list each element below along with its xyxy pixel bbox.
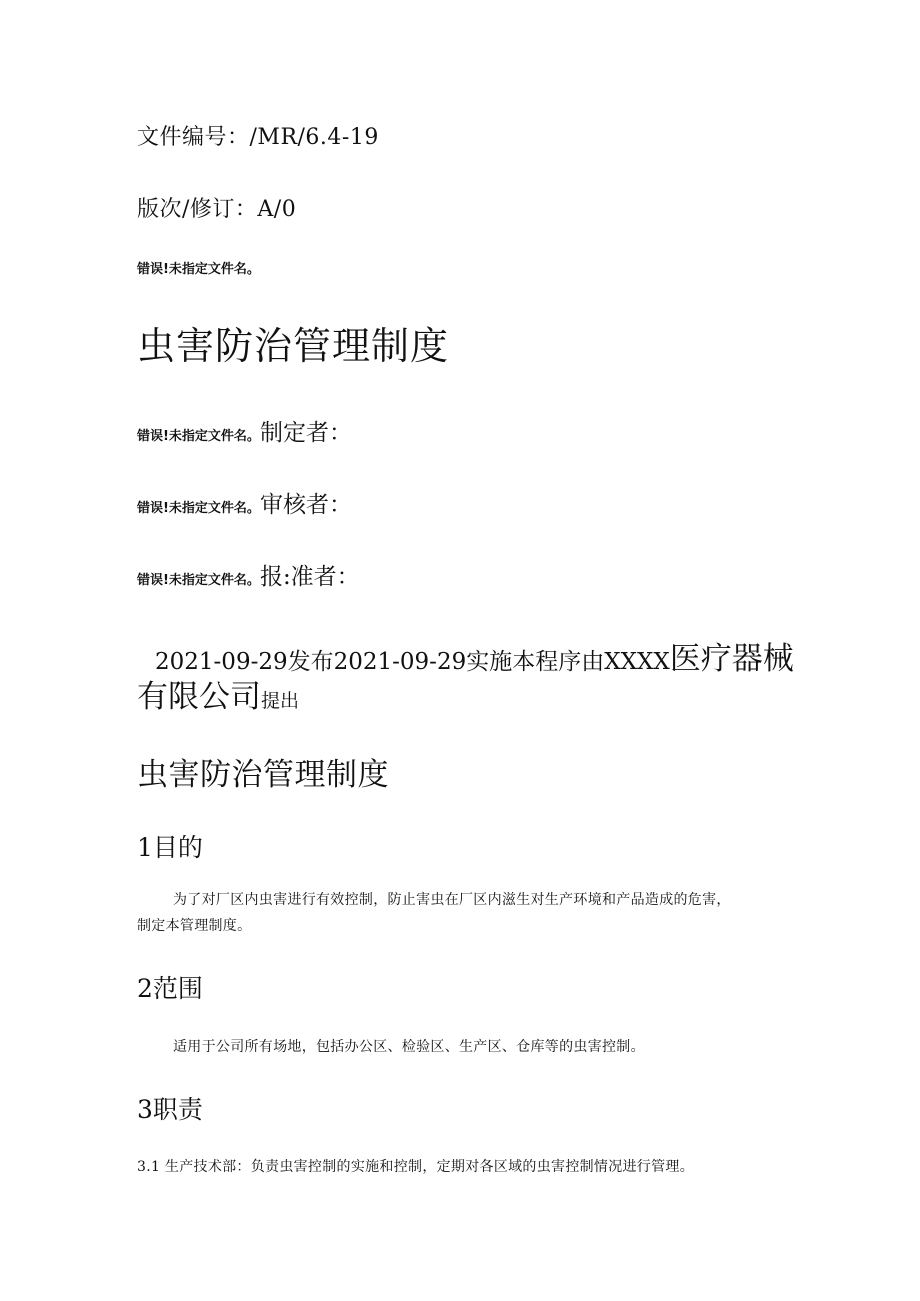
signature-row-author: [137, 420, 352, 448]
publish-line-2: [137, 679, 299, 716]
signature-label: 报:准者：: [259, 564, 360, 590]
publish-dates: 2021-09-29发布2021-09-29实施本程序由XXXX: [155, 649, 670, 675]
proposed-by: 提出: [261, 690, 300, 712]
field-error: 错误!未指定文件名。: [137, 573, 260, 588]
cover-title: 虫害防治管理制度: [137, 324, 450, 368]
company-name-part: 医疗器械: [669, 641, 794, 677]
signature-label: 审核者：: [259, 492, 352, 518]
publish-line-1: [155, 641, 794, 678]
section-heading-responsibility: 3职责: [137, 1095, 203, 1124]
section-text: 为了对厂区内虫害进行有效控制，防止害虫在厂区内滋生对生产环境和产品造成的危害，: [173, 892, 731, 908]
section-heading-scope: 2范围: [137, 974, 203, 1003]
signature-row-reviewer: [137, 492, 352, 520]
document-number: 文件编号：/MR/6.4-19: [137, 125, 379, 150]
company-name-part: 有限公司: [137, 679, 261, 715]
section-text: 适用于公司所有场地，包括办公区、检验区、生产区、仓库等的虫害控制。: [173, 1039, 645, 1055]
section-heading-purpose: 1目的: [137, 833, 203, 862]
field-error: 错误!未指定文件名。: [137, 262, 260, 277]
signature-label: 制定者：: [259, 420, 352, 446]
body-title: 虫害防治管理制度: [137, 757, 389, 793]
section-text: 制定本管理制度。: [137, 918, 252, 934]
field-error: 错误!未指定文件名。: [137, 429, 260, 444]
field-error: 错误!未指定文件名。: [137, 501, 260, 516]
signature-row-approver: [137, 564, 360, 592]
revision-label: 版次/修订：A/0: [137, 197, 297, 222]
section-text: 3.1 生产技术部：负责虫害控制的实施和控制，定期对各区域的虫害控制情况进行管理。: [137, 1159, 695, 1175]
